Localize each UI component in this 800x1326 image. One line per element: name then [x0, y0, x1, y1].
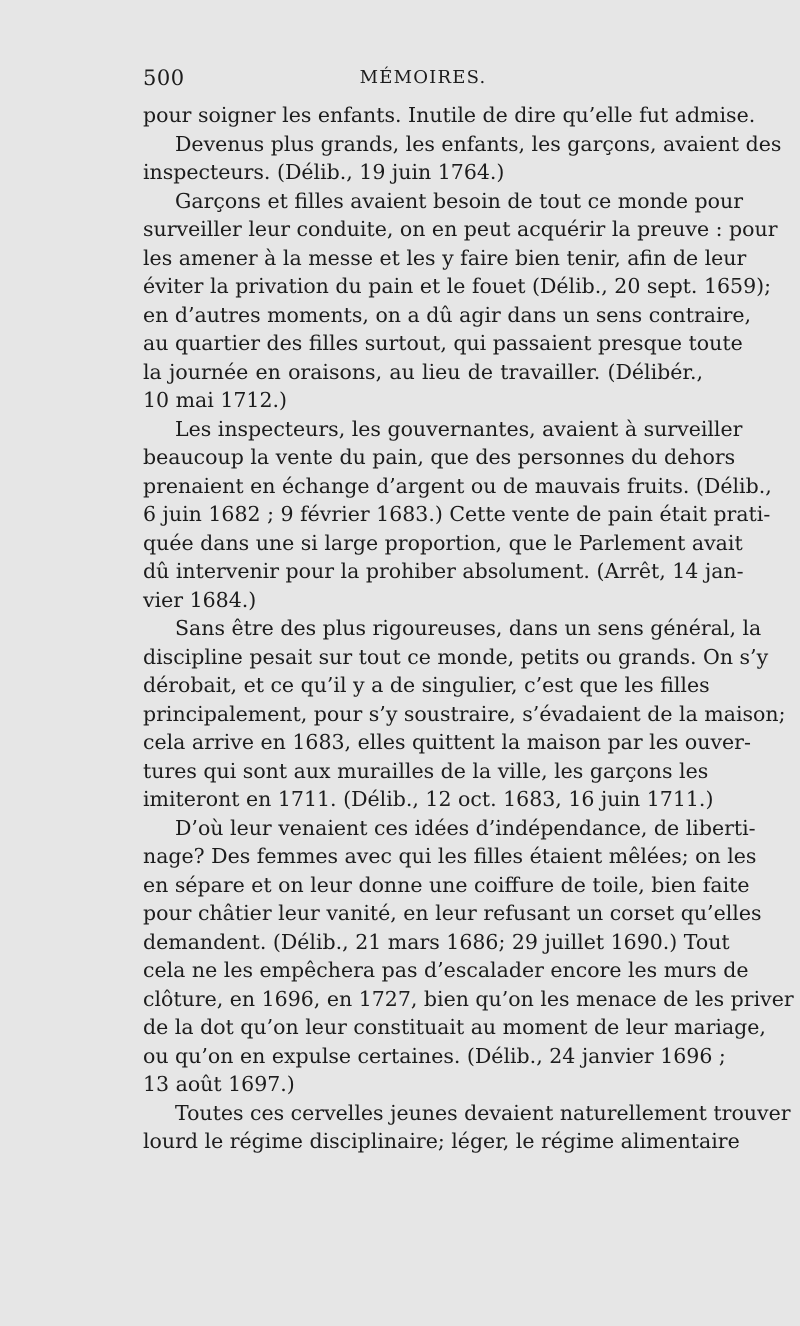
text-line: prenaient en échange d’argent ou de mauvais fruits. (Délib.,	[143, 473, 772, 498]
text-line: les amener à la messe et les y faire bien tenir, afin de leur	[143, 245, 747, 270]
text-line: Les inspecteurs, les gouvernantes, avaient à surveiller	[175, 416, 743, 441]
text-line: Sans être des plus rigoureuses, dans un sens général, la	[175, 616, 762, 640]
text-line: principalement, pour s’y soustraire, s’évadaient de la maison;	[143, 701, 786, 726]
text-line: cela arrive en 1683, elles quittent la maison par les ouver-	[143, 730, 751, 754]
text-line: cela ne les empêchera pas d’escalader encore les murs de	[143, 958, 749, 982]
text-line: pour châtier leur vanité, en leur refusant un corset qu’elles	[143, 901, 762, 925]
text-line: en d’autres moments, on a dû agir dans un sens contraire,	[143, 302, 752, 327]
text-line: éviter la privation du pain et le fouet (Délib., 20 sept. 1659);	[143, 274, 772, 298]
text-line: quée dans une si large proportion, que le Parlement avait	[143, 530, 743, 555]
text-line: Devenus plus grands, les enfants, les garçons, avaient des	[175, 131, 782, 156]
text-line: de la dot qu’on leur constituait au moment de leur mariage,	[143, 1015, 766, 1039]
text-line: D’où leur venaient ces idées d’indépendance, de liberti-	[175, 815, 756, 840]
text-line: 10 mai 1712.)	[143, 388, 288, 412]
text-line: Toutes ces cervelles jeunes devaient naturellement trouver	[175, 1100, 791, 1125]
running-title: MÉMOIRES.	[359, 67, 487, 88]
text-line: 13 août 1697.)	[143, 1072, 295, 1096]
text-line: discipline pesait sur tout ce monde, petits ou grands. On s’y	[143, 644, 769, 669]
text-line: nage? Des femmes avec qui les filles étaient mêlées; on les	[143, 844, 757, 868]
body-text	[143, 101, 794, 1156]
text-line: surveiller leur conduite, on en peut acquérir la preuve : pour	[143, 217, 778, 241]
page-number: 500	[143, 66, 185, 90]
text-line: vier 1684.)	[143, 587, 257, 612]
text-line: inspecteurs. (Délib., 19 juin 1764.)	[143, 160, 505, 184]
text-line: dû intervenir pour la prohiber absolument. (Arrêt, 14 jan-	[143, 559, 744, 583]
text-line: dérobait, et ce qu’il y a de singulier, c’est que les filles	[143, 673, 710, 697]
text-line: 6 juin 1682 ; 9 février 1683.) Cette vente de pain était prati-	[143, 502, 771, 526]
text-line: imiteront en 1711. (Délib., 12 oct. 1683, 16 juin 1711.)	[143, 787, 714, 811]
page-header	[143, 66, 703, 96]
text-line: clôture, en 1696, en 1727, bien qu’on les menace de les priver	[143, 986, 794, 1011]
text-line: Garçons et filles avaient besoin de tout ce monde pour	[175, 188, 744, 213]
text-line: au quartier des filles surtout, qui passaient presque toute	[143, 331, 743, 355]
text-line: pour soigner les enfants. Inutile de dire qu’elle fut admise.	[143, 103, 756, 127]
text-line: beaucoup la vente du pain, que des personnes du dehors	[143, 445, 736, 469]
text-line: ou qu’on en expulse certaines. (Délib., 24 janvier 1696 ;	[143, 1043, 726, 1068]
text-line: en sépare et on leur donne une coiffure de toile, bien faite	[143, 872, 750, 897]
text-line: demandent. (Délib., 21 mars 1686; 29 juillet 1690.) Tout	[143, 929, 730, 954]
text-line: tures qui sont aux murailles de la ville, les garçons les	[143, 758, 709, 783]
text-line: la journée en oraisons, au lieu de travailler. (Délibér.,	[143, 359, 703, 384]
text-line: lourd le régime disciplinaire; léger, le régime alimentaire	[143, 1129, 740, 1153]
